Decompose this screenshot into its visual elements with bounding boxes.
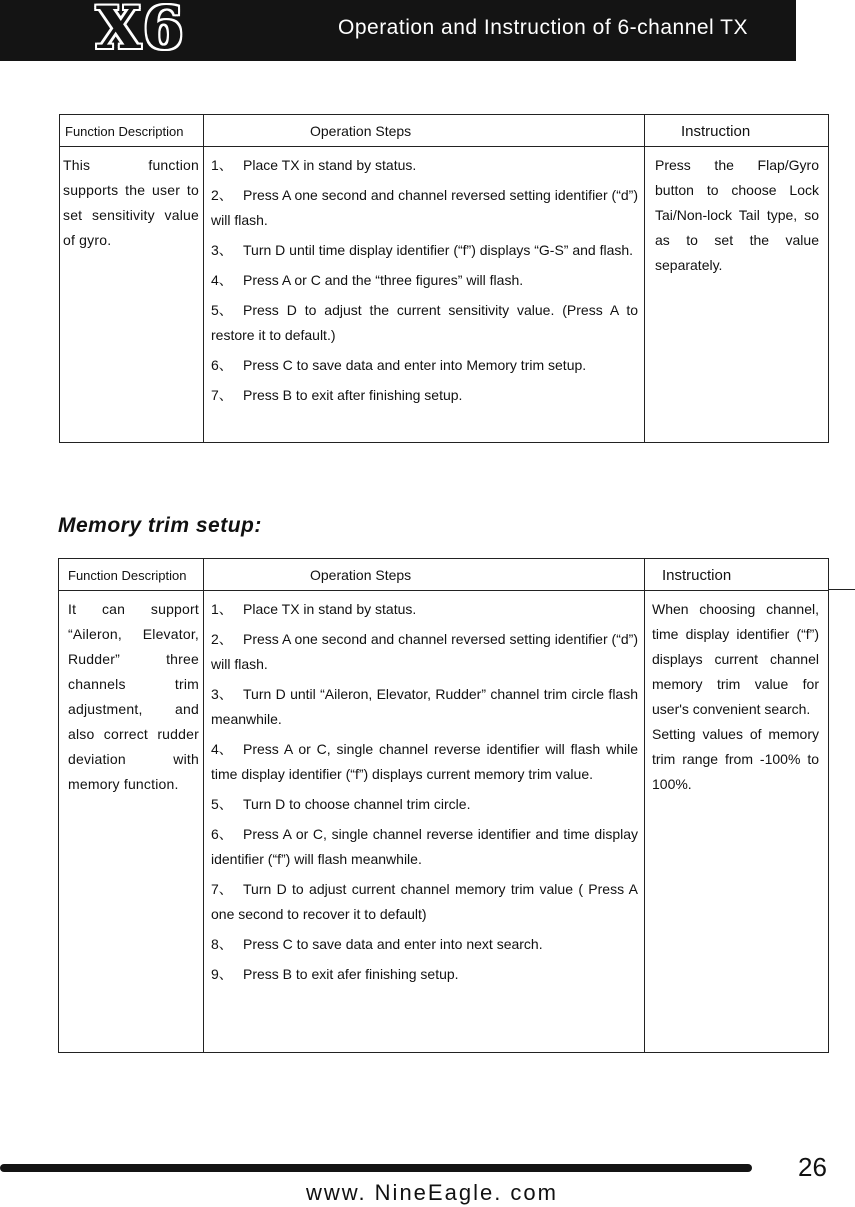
operation-step — [211, 737, 638, 787]
step-number: 6、 — [211, 357, 233, 373]
header-bar — [0, 0, 796, 61]
step-number: 7、 — [211, 387, 233, 403]
operation-step — [211, 268, 638, 293]
operation-step — [211, 238, 638, 263]
function-description-text: It can support “Aileron, Elevator, Rudder” three channels trim adjustment, and also correct rudder deviation with memory function. — [68, 601, 199, 792]
x6-logo: X6 — [96, 0, 186, 62]
operation-step — [211, 932, 638, 957]
step-number: 4、 — [211, 272, 233, 288]
step-text: Press A one second and channel reversed setting identifier (“d”) will flash. — [211, 187, 638, 228]
page-number: 26 — [798, 1152, 827, 1182]
function-description-cell — [59, 591, 204, 1053]
operation-step — [211, 183, 638, 233]
step-number: 7、 — [211, 881, 233, 897]
operation-step — [211, 153, 638, 178]
memory-trim-table — [58, 558, 829, 1053]
header-instruction: Instruction — [645, 115, 829, 147]
step-number: 9、 — [211, 966, 233, 982]
operation-step — [211, 353, 638, 378]
step-text: Press B to exit afer finishing setup. — [243, 966, 459, 982]
step-number: 3、 — [211, 242, 233, 258]
step-number: 3、 — [211, 686, 233, 702]
header-function-description: Function Description — [59, 559, 204, 591]
operation-step — [211, 682, 638, 732]
function-description-cell — [60, 147, 204, 443]
step-number: 6、 — [211, 826, 233, 842]
step-text: Press C to save data and enter into Memory trim setup. — [243, 357, 587, 373]
step-text: Press A or C and the “three figures” will flash. — [243, 272, 524, 288]
operation-step — [211, 792, 638, 817]
step-text: Turn D until time display identifier (“f”) displays “G-S” and flash. — [243, 242, 634, 258]
instruction-text-2: Setting values of memory trim range from -100% to 100%. — [652, 726, 819, 792]
header-instruction: Instruction — [645, 559, 829, 591]
step-number: 8、 — [211, 936, 233, 952]
step-number: 5、 — [211, 796, 233, 812]
step-number: 2、 — [211, 631, 233, 647]
step-text: Press A one second and channel reversed setting identifier (“d”) will flash. — [211, 631, 638, 672]
operation-step — [211, 822, 638, 872]
operation-steps-cell — [204, 147, 645, 443]
header-title: Operation and Instruction of 6-channel TX — [338, 16, 749, 39]
website-url: www. NineEagle. com — [306, 1180, 558, 1205]
header-operation-steps: Operation Steps — [204, 115, 645, 147]
section-title: Memory trim setup: — [58, 514, 262, 537]
step-text: Press B to exit after finishing setup. — [243, 387, 463, 403]
operation-step — [211, 597, 638, 622]
operation-step — [211, 627, 638, 677]
function-description-text: This function supports the user to set sensitivity value of gyro. — [63, 157, 199, 248]
instruction-cell — [645, 591, 829, 1053]
step-number: 5、 — [211, 302, 233, 318]
step-text: Press A or C, single channel reverse identifier and time display identifier (“f”) will flash meanwhile. — [211, 826, 638, 867]
instruction-cell — [645, 147, 829, 443]
step-text: Press C to save data and enter into next search. — [243, 936, 543, 952]
step-number: 1、 — [211, 157, 233, 173]
step-text: Place TX in stand by status. — [243, 601, 417, 617]
step-number: 1、 — [211, 601, 233, 617]
step-text: Turn D to adjust current channel memory trim value ( Press A one second to recover it to default) — [211, 881, 638, 922]
divider-line — [828, 589, 855, 590]
step-text: Turn D until “Aileron, Elevator, Rudder” channel trim circle flash meanwhile. — [211, 686, 638, 727]
step-text: Place TX in stand by status. — [243, 157, 417, 173]
header-function-description: Function Description — [60, 115, 204, 147]
step-number: 2、 — [211, 187, 233, 203]
step-text: Press D to adjust the current sensitivity value. (Press A to restore it to default.) — [211, 302, 638, 343]
operation-step — [211, 298, 638, 348]
header-operation-steps: Operation Steps — [204, 559, 645, 591]
operation-steps-cell — [204, 591, 645, 1053]
operation-step — [211, 962, 638, 987]
operation-step — [211, 383, 638, 408]
operation-step — [211, 877, 638, 927]
footer-bar — [0, 1164, 752, 1172]
instruction-text-1: When choosing channel, time display identifier (“f”) displays current channel memory trim value for user's convenient search. — [652, 601, 819, 717]
step-number: 4、 — [211, 741, 233, 757]
step-text: Turn D to choose channel trim circle. — [243, 796, 471, 812]
step-text: Press A or C, single channel reverse identifier will flash while time display identifier (“f”) displays current memory trim value. — [211, 741, 638, 782]
instruction-text: Press the Flap/Gyro button to choose Lock Tai/Non-lock Tail type, so as to set the value separately. — [655, 157, 819, 273]
gyro-sensitivity-table — [59, 114, 829, 443]
